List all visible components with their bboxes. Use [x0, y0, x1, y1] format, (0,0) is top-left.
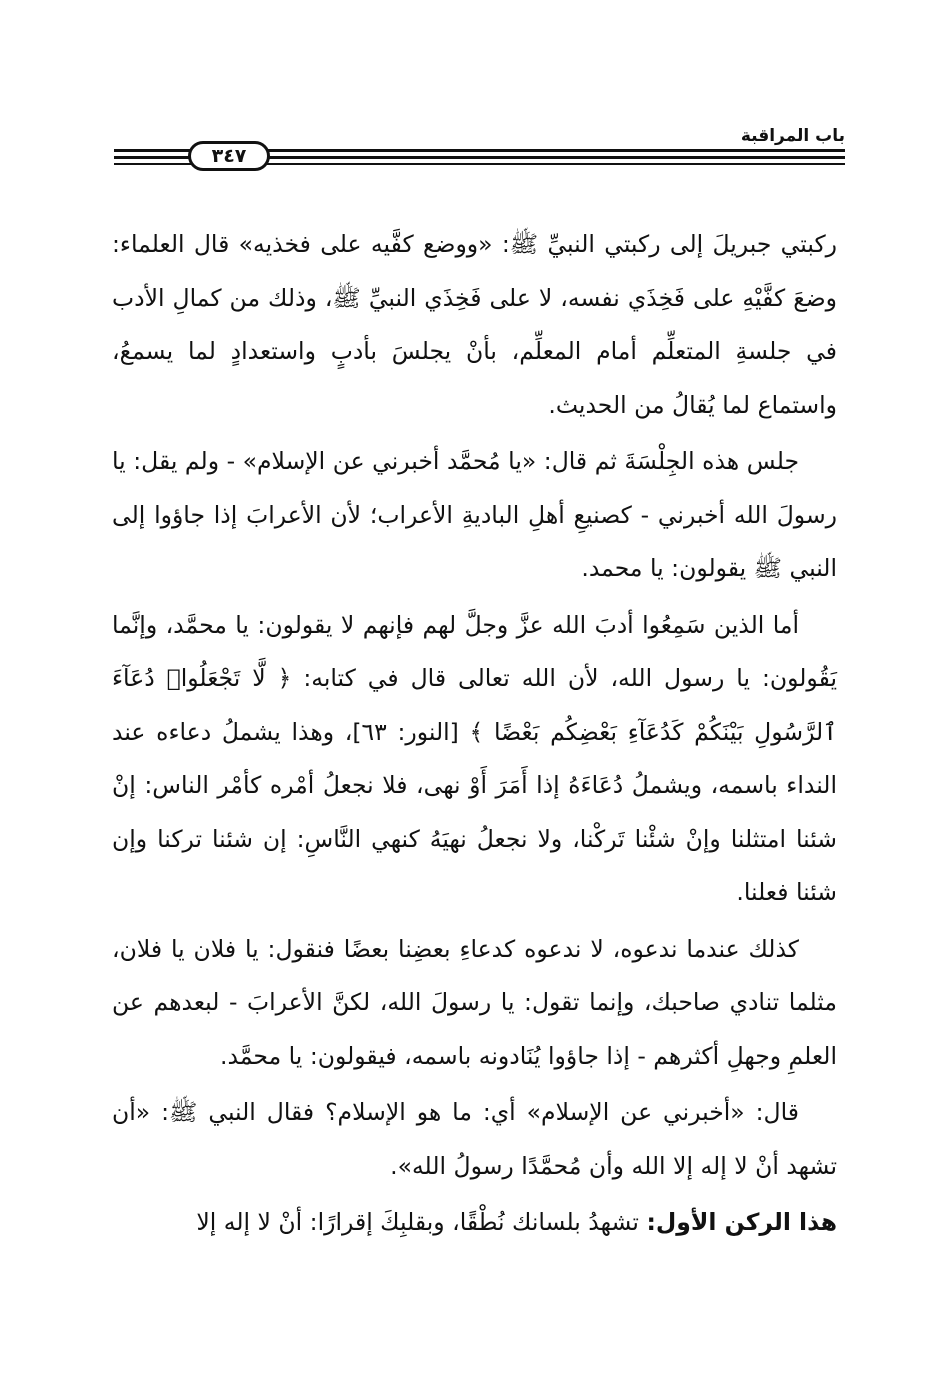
page-number: ٣٤٧ — [211, 145, 247, 167]
running-title: باب المراقبة — [740, 126, 845, 146]
body-text — [112, 218, 837, 1253]
paragraph: جلس هذه الجِلْسَةَ ثم قال: «يا مُحمَّد أخبرني عن الإسلام» - ولم يقل: يا رسولَ الله أخبرني - كصنيعِ أهلِ الباديةِ الأعراب؛ لأن الأعرابَ إذا جاؤوا إلى النبي ﷺ يقولون: يا محمد. — [112, 447, 837, 582]
paragraph: قال: «أخبرني عن الإسلام» أي: ما هو الإسلام؟ فقال النبي ﷺ: «أن تشهد أنْ لا إله إلا الله وأن مُحمَّدًا رسولُ الله». — [112, 1098, 837, 1180]
paragraph: ركبتي جبريلَ إلى ركبتي النبيِّ ﷺ: «ووضع كفَّيه على فخذيه» قال العلماء: وضعَ كفَّيْهِ على فَخِذَي نفسه، لا على فَخِذَي النبيِّ ﷺ، وذلك من كمالِ الأدب في جلسةِ المتعلِّم أمام المعلِّم، بأنْ يجلسَ بأدبٍ واستعدادٍ لما يسمعُ، واستماع لما يُقالُ من الحديث. — [112, 230, 837, 419]
paragraph: أما الذين سَمِعُوا أدبَ الله عزَّ وجلَّ لهم فإنهم لا يقولون: يا محمَّد، وإنَّما يَقُولون: يا رسول الله، لأن الله تعالى قال في كتابه: ﴿ لَّا تَجْعَلُوا۟ دُعَآءَ ٱلرَّسُولِ بَيْنَكُمْ كَدُعَآءِ بَعْضِكُم بَعْضًا ﴾ [النور: ٦٣]، وهذا يشملُ دعاءه عند النداء باسمه، ويشملُ دُعَاءَهُ إذا أَمَرَ أَوْ نهى، فلا نجعلُ أمْره كأمْر الناس: إنْ شئنا امتثلنا وإنْ شئْنا تَركْنا، ولا نجعلُ نهيَهُ كنهي النَّاسِ: إن شئنا تركنا وإن شئنا فعلنا. — [112, 610, 837, 906]
paragraph — [112, 1196, 837, 1250]
paragraph-text: تشهدُ بلسانك نُطْقًا، وبقلبِكَ إقرارًا: أنْ لا إله إلا — [196, 1208, 647, 1236]
paragraph: كذلك عندما ندعوه، لا ندعوه كدعاءِ بعضِنا بعضًا فنقول: يا فلان يا فلان، مثلما تنادي صاحبك، وإنما تقول: يا رسولَ الله، لكنَّ الأعرابَ - لبعدهم عن العلمِ وجهلِ أكثرهم - إذا جاؤوا يُنَادونه باسمه، فيقولون: يا محمَّد. — [112, 934, 837, 1070]
page-number-badge — [188, 141, 270, 171]
paragraph-lead: هذا الركن الأول: — [646, 1208, 837, 1236]
